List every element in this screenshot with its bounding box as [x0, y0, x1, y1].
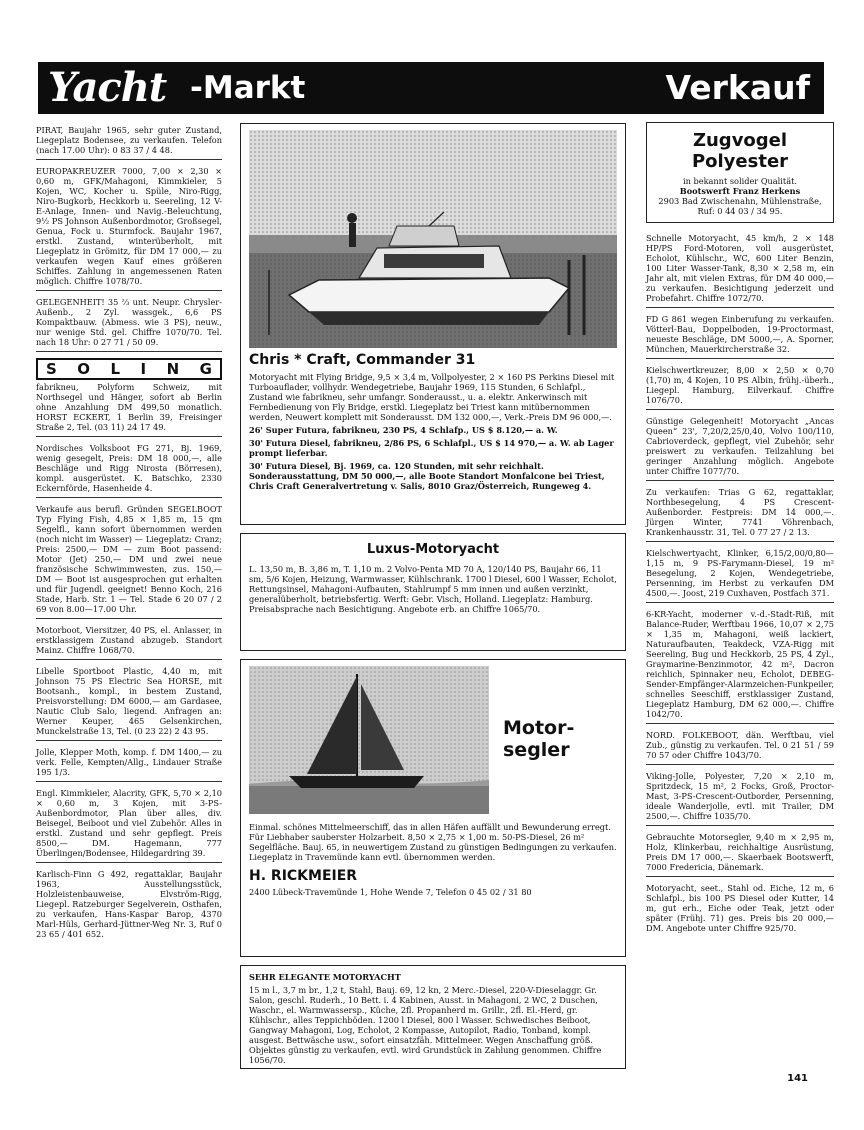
ad-engl-kimmkieler: Engl. Kimmkieler, Alacrity, GFK, 5,70 × 2,10 × 0,60 m, 3 Kojen, mit 3-PS-Außenbordmotor, Plan über alles, div. Beisegel, Beiboot und viel Zubehör. Alles in erstkl. Zustand und sehr gepflegt. Preis 8500,— DM. Hagemann, 777 Überlingen/Bodensee, Hildegardring 39. — [36, 786, 222, 863]
soling-letter: O — [77, 360, 91, 378]
right-column — [646, 122, 834, 941]
middle-column — [240, 123, 626, 1077]
ad-motorboot: Motorboot, Viersitzer, 40 PS, el. Anlasser, in erstklassigem Zustand abzugeb. Standort Mainz. Chiffre 1068/70. — [36, 623, 222, 660]
ad-nord-folkeboot: NORD. FOLKEBOOT, dän. Werftbau, viel Zub., günstig zu verkaufen. Tel. 0 21 51 / 59 70 57 oder Chiffre 1043/70. — [646, 728, 834, 765]
soling-word — [36, 358, 222, 380]
motorsegler-photo-image — [249, 666, 489, 814]
soling-letter: N — [166, 360, 180, 378]
ad-gebrauchte-motorsegler: Gebrauchte Motorsegler, 9,40 m × 2,95 m, Holz, Klinkerbau, reichhaltige Ausrüstung, Preis DM 17 000,—. Skaerbaek Bootswerft, 7000 Fredericia, Dänemark. — [646, 830, 834, 877]
motorsegler-box — [240, 659, 626, 957]
zugvogel-werft: Bootswerft Franz Herkens — [679, 186, 801, 197]
soling-letter: G — [199, 360, 212, 378]
luxus-title: Luxus-Motoryacht — [366, 542, 500, 557]
chris-craft-text: Motoryacht mit Flying Bridge, 9,5 × 3,4 m, Vollpolyester, 2 × 160 PS Perkins Diesel mit Turboauflader, vollhydr. Wendegetriebe, Baujahr 1969, 115 Stunden, 6 Schlafpl., Zustand wie fabrikneu, sehr umfangr. Sonderausst., u. a. elektr. Ankerwinsch mit Fernbedienung von Fly Bridge, erstkl. Liegeplatz bei Triest kann mitübernommen werden, Neuwert komplett mit Sonderausst. DM 132 000,—, Verk.-Preis DM 96 000,—. — [249, 372, 615, 423]
verkauf-label: Verkauf — [665, 68, 810, 107]
motorsegler-text: Einmal. schönes Mittelmeerschiff, das in allen Häfen auffällt und Bewunderung erregt. Für Liebhaber sauberster Holzarbeit. 8,50 × 2,75 × 1,00 m. 50-PS-Diesel, 26 m² Segelfläche. Bauj. 65, in neuwertigem Zustand zu günstigen Bedingungen zu verkaufen. Liegeplatz in Travemünde kann evtl. übernommen werden. — [249, 822, 617, 862]
motoryacht-photo-image — [249, 130, 617, 348]
ad-nordisches-volksboot: Nordisches Volksboot FG 271, Bj. 1969, wenig gesegelt, Preis: DM 18 000,—, alle Beschläge und Rigg Nirosta (Börresen), kompl. ausgerüstet. K. Batschko, 2330 Eckernförde, Hasenheide 4. — [36, 441, 222, 498]
yacht-markt-header — [38, 62, 824, 114]
ad-karlisch-finn: Karlisch-Finn G 492, regattaklar, Baujahr 1963, Ausstellungsstück, Holzleistenbauweise, Elvström-Rigg, Liegepl. Ratzeburger Segelverein, Osthafen, zu verkaufen, Hans-Kaspar Barop, 4370 Marl-Hüls, Gerhard-Jüttner-Weg Nr. 3, Ruf 0 23 65 / 401 652. — [36, 869, 222, 940]
ad-soling — [36, 356, 222, 437]
ad-flying-fish: Verkaufe aus berufl. Gründen SEGELBOOT Typ Flying Fish, 4,85 × 1,85 m, 15 qm Segelfl., kann sofort übernommen werden (noch nicht im Wasser) — Liegeplatz: Cranz; Preis: 2500,— DM — zum Boot passend: Motor (Jet) 250,— DM und zwei neue französische Schwimmwesten, zus. 150,— DM — Boot ist ausgesprochen gut erhalten und für Jugendl. geeignet! Benno Koch, 216 Stade, Harb. Str. 1 — Tel. Stade 6 20 07 / 2 69 von 8.00—17.00 Uhr. — [36, 502, 222, 619]
elegante-motoryacht-box — [240, 965, 626, 1069]
zugvogel-address: 2903 Bad Zwischenahn, Mühlenstraße, Ruf: 0 44 03 / 34 95. — [658, 196, 822, 217]
ad-trias: Zu verkaufen: Trias G 62, regattaklar, Northbesegelung, 4 PS Crescent-Außenborder. Festpreis: DM 14 000,—. Jürgen Winter, 7741 Vöhrenbach, Krankenhausstr. 31, Tel. 0 77 27 / 2 13. — [646, 485, 834, 542]
rickmeier-title: H. RICKMEIER — [249, 868, 358, 884]
luxus-motoryacht-box — [240, 533, 626, 651]
motorsegler-top — [249, 666, 617, 814]
elegante-title: SEHR ELEGANTE MOTORYACHT — [249, 972, 401, 982]
zugvogel-subtitle: in bekannt solider Qualität. — [682, 176, 797, 187]
ad-viking-jolle: Viking-Jolle, Polyester, 7,20 × 2,10 m, Spritzdeck, 15 m², 2 Focks, Groß, Proctor-Mast, 3-PS-Crescent-Outborder, Persenning, ideale Wanderjolle, evtl. mit Trailer, DM 2500,—. Chiffre 1035/70. — [646, 769, 834, 826]
motorsegler-photo — [249, 666, 489, 814]
rickmeier-address: 2400 Lübeck-Travemünde 1, Hohe Wende 7, Telefon 0 45 02 / 31 80 — [249, 887, 532, 898]
ad-motoryacht-gesucht: Motoryacht, seet., Stahl od. Eiche, 12 m, 6 Schlafpl., bis 100 PS Diesel oder Kutter, 14 m, gut erh., Eiche oder Teak, jetzt oder später (Frühj. 71) ges. Preis bis 20 000,— DM. Angebote unter Chiffre 925/70. — [646, 883, 834, 934]
luxus-text: L. 13,50 m, B. 3,86 m, T. 1,10 m. 2 Volvo-Penta MD 70 A, 120/140 PS, Baujahr 66, 11 sm, 5/6 Kojen, Heizung, Warmwasser, Kühlschrank. 1700 l Diesel, 600 l Wasser, Echolot, Rettungsinsel, Mahagoni-Aufbauten, Stahlrumpf 5 mm innen und außen verzinkt, generalüberholt, betriebsfertig. Werft: Gebr. Visch, Holland. Liegeplatz: Hamburg. Preisabsprache nach Besichtigung. Angebote erb. an Chiffre 1065/70. — [249, 563, 617, 614]
page-number: 141 — [787, 1073, 808, 1084]
zugvogel-title-1: Zugvogel — [692, 130, 788, 151]
super-futura: 26' Super Futura, fabrikneu, 230 PS, 4 Schlafp., US $ 8.120,— a. W. — [249, 425, 558, 436]
motorsegler-title — [489, 718, 617, 762]
ad-gelegenheit: GELEGENHEIT! 35 ⅔ unt. Neupr. Chrysler-Außenb., 2 Zyl. wassgek., 6,6 PS Kompaktbauw. (Abmess. wie 3 PS), neuw., nur wenige Std. gel. Chiffre 1070/70. Tel. nach 18 Uhr: 0 27 71 / 50 09. — [36, 295, 222, 352]
ad-libelle: Libelle Sportboot Plastic, 4,40 m, mit Johnson 75 PS Electric Sea HORSE, mit Bootsanh., kompl., in bestem Zustand, Preisvorstellung: DM 6000,— am Gardasee, Nautic Club Salo, liegend. Anfragen an: Werner Keuper, 465 Gelsenkirchen, Munckelstraße 13, Tel. (0 23 22) 2 43 95. — [36, 664, 222, 741]
motoryacht-photo — [249, 130, 617, 348]
ad-kielschwertyacht: Kielschwertyacht, Klinker, 6,15/2,00/0,80—1,15 m, 9 PS-Farymann-Diesel, 19 m² Besegelung, 2 Kojen, Wendegetriebe, Persenning, im Herbst zu verkaufen DM 4500,—. Joost, 219 Cuxhaven, Postfach 371. — [646, 546, 834, 603]
soling-text: fabrikneu, Polyform Schweiz, mit Northsegel und Hänger, sofort ab Berlin ohne Anzahlung DM 499,50 monatlich. HORST ECKERT, 1 Berlin 39, Freisinger Straße 2, Tel. (03 11) 24 17 49. — [36, 382, 222, 433]
motorsegler-title-line1: Motor- — [503, 717, 575, 740]
futura-30: 30' Futura Diesel, fabrikneu, 2/86 PS, 6 Schlafpl., US $ 14 970,— a. W. ab Lager prompt lieferbar. — [249, 438, 614, 459]
left-column — [36, 123, 222, 947]
chris-craft-title: Chris * Craft, Commander 31 — [249, 352, 476, 368]
soling-letter: S — [46, 360, 57, 378]
ad-schnelle-motoryacht: Schnelle Motoryacht, 45 km/h, 2 × 148 HP/PS Ford-Motoren, voll ausgerüstet, Echolot, Kühlschr., WC, 600 Liter Benzin, 100 Liter Wasser-Tank, 8,30 × 2,58 m, ein Jahr alt, mit vielen Extras, für DM 40 000,— zu verkaufen. Besichtigung jederzeit und Probefahrt. Chiffre 1072/70. — [646, 231, 834, 308]
ad-jolle: Jolle, Klepper Moth, komp. f. DM 1400,— zu verk. Felle, Kempten/Allg., Lindauer Straße 195 1/3. — [36, 745, 222, 782]
zugvogel-box — [646, 122, 834, 223]
ad-fd: FD G 861 wegen Einberufung zu verkaufen. Vötterl-Bau, Doppelboden, 19-Proctormast, neueste Beschläge, DM 5000,—, A. Sporner, München, Mauerkircherstraße 32. — [646, 312, 834, 359]
yacht-logo: Yacht — [48, 64, 167, 111]
chris-craft-box — [240, 123, 626, 525]
ad-europakreuzer: EUROPAKREUZER 7000, 7,00 × 2,30 × 0,60 m, GFK/Mahagoni, Kimmkieler, 5 Kojen, WC, Kocher u. Spüle, Niro-Rigg, Niro-Bugkorb, Heckkorb u. Seereling, 12 V-E-Anlage, Innen- und Navig.-Beleuchtung, 9½ PS Johnson Außenbordmotor, Großsegel, Genua, Fock u. Sturmfock. Baujahr 1967, erstkl. Zustand, winterüberholt, mit Liegeplatz in Grömitz, für DM 17 000,— zu verkaufen wegen Kauf eines größeren Schiffes. Zahlung in angemessenen Raten möglich. Chiffre 1078/70. — [36, 164, 222, 291]
elegante-text: 15 m l., 3,7 m br., 1,2 t, Stahl, Bauj. 69, 12 kn, 2 Merc.-Diesel, 220-V-Dieselaggr. Gr. Salon, geschl. Ruderh., 10 Bett. i. 4 Kabinen, Ausst. in Mahagoni, 2 WC, 2 Duschen, Waschr., el. Warmwassersp., Küche, 2fl. Propanherd m. Grillr., 2fl. El.-Herd, gr. Kühlschr., alles Teppichböden. 1200 l Diesel, 800 l Wasser. Schwedisches Beiboot, Gangway Mahagoni, Log, Echolot, 2 Kompasse, Autopilot, Radio, Tonband, kompl. ausgest. Bettwäsche usw., sofort einsatzfäh. Mittelmeer. Wegen Anschaffung größ. Objektes günstig zu verkaufen, evtl. wird Grundstück in Zahlung genommen. Chiffre 1056/70. — [249, 985, 602, 1065]
markt-label: -Markt — [190, 70, 306, 106]
ad-6kr-yacht: 6-KR-Yacht, moderner v.-d.-Stadt-Riß, mit Balance-Ruder, Werftbau 1966, 10,07 × 2,75 × 1,35 m, Mahagoni, weiß lackiert, Naturaufbauten, Teakdeck, VZA-Rigg mit Seereling, Bug und Heckkorb, 25 PS, 4 Zyl., Graymarine-Benzinmotor, 42 m², Dacron reichlich, Spinnaker neu, Echolot, DEBEG-Sender-Empfänger-Alarmzeichen-Funkpeiler, schnelles Seeschiff, erstklassiger Zustand, Liegeplatz Hamburg, DM 62 000,—. Chiffre 1042/70. — [646, 607, 834, 724]
soling-letter: L — [110, 360, 121, 378]
ad-kielschwertkreuzer: Kielschwertkreuzer, 8,00 × 2,50 × 0,70 (1,70) m, 4 Kojen, 10 PS Albin, frühj.-überh., Liegepl. Hamburg, Eilverkauf. Chiffre 1076/70. — [646, 363, 834, 410]
ad-guenstige-gelegenheit: Günstige Gelegenheit! Motoryacht „Ancas Queen“ 23', 7,20/2,25/0,40, Volvo 100/110, Cabrioverdeck, gepflegt, viel Zubehör, sehr preiswert zu verkaufen. Teilzahlung bei geringer Anzahlung möglich. Angebote unter Chiffre 1077/70. — [646, 414, 834, 481]
motorsegler-title-line2: segler — [503, 739, 570, 761]
zugvogel-title-2: Polyester — [691, 150, 789, 172]
futura-diesel: 30' Futura Diesel, Bj. 1969, ca. 120 Stunden, mit sehr reichhalt. Sonderausstattung, DM 50 000,—, alle Boote Standort Monfalcone bei Triest, Chris Craft Generalvertretung v. Salis, 8010 Graz/Österreich, Rungeweg 4. — [249, 461, 605, 492]
ad-pirat: PIRAT, Baujahr 1965, sehr guter Zustand, Liegeplatz Bodensee, zu verkaufen. Telefon (nach 17.00 Uhr): 0 83 37 / 4 48. — [36, 123, 222, 160]
soling-letter: I — [140, 360, 147, 378]
